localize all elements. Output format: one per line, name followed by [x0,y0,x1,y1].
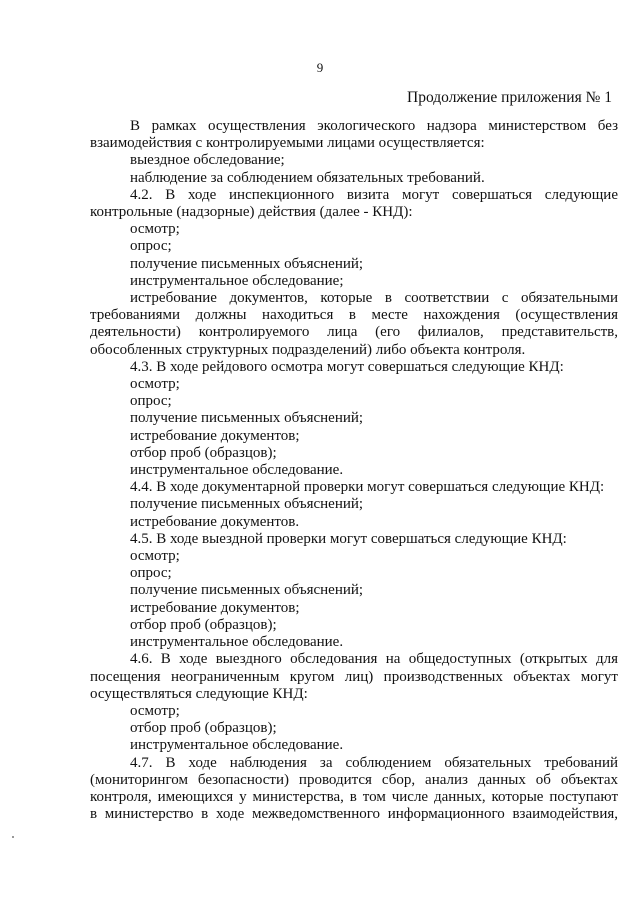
text-line: осмотр; [130,548,180,565]
text-line: 4.6. В ходе выездного обследования на общедоступных (открытых для [130,651,618,668]
text-line: получение письменных объяснений; [130,255,364,272]
text-line: получение письменных объяснений; [130,582,364,599]
text-line: истребование документов. [130,513,300,530]
text-line: наблюдение за соблюдением обязательных требований. [130,169,485,186]
text-line: контроля, имеющихся у министерства, в том числе данных, которые поступают [90,788,618,805]
text-line: В рамках осуществления экологического надзора министерством без [130,118,618,134]
text-line: получение письменных объяснений; [130,410,364,427]
text-line: 4.4. В ходе документарной проверки могут совершаться следующие КНД: [130,479,605,496]
text-line: осмотр; [130,376,180,393]
text-line: обособленных структурных подразделений) либо объекта контроля. [90,341,526,358]
text-line: инструментальное обследование. [130,737,344,754]
document-body [90,118,618,823]
text-line: осмотр; [130,221,180,238]
text-line: осмотр; [130,702,180,719]
text-line: отбор проб (образцов); [130,720,277,737]
text-line: истребование документов; [130,599,300,616]
page-number: 9 [316,60,324,75]
text-line: истребование документов; [130,427,300,444]
text-line: инструментальное обследование. [130,634,344,651]
text-line: инструментальное обследование. [130,462,344,479]
text-line: контрольные (надзорные) действия (далее - КНД): [90,204,413,221]
scan-speck [12,836,14,838]
text-line: 4.7. В ходе наблюдения за соблюдением обязательных требований [130,754,618,771]
text-line: деятельности) контролируемого лица (его филиалов, представительств, [90,324,618,341]
text-line: требованиями должны находиться в месте нахождения (осуществления [90,307,618,324]
text-line: (мониторингом безопасности) проводится сбор, анализ данных об объектах [90,771,618,788]
text-line: отбор проб (образцов); [130,616,277,633]
text-line: инструментальное обследование; [130,272,344,289]
text-line: опрос; [130,393,172,410]
text-line: выездное обследование; [130,152,285,169]
text-line: 4.5. В ходе выездной проверки могут совершаться следующие КНД: [130,530,567,547]
text-line: истребование документов, которые в соответствии с обязательными [130,290,618,307]
text-line: взаимодействия с контролируемыми лицами осуществляется: [90,135,485,152]
text-line: отбор проб (образцов); [130,444,277,461]
text-line: опрос; [130,565,172,582]
text-line: 4.3. В ходе рейдового осмотра могут совершаться следующие КНД: [130,358,564,375]
text-line: 4.2. В ходе инспекционного визита могут совершаться следующие [130,186,618,203]
text-line: осуществляться следующие КНД: [90,685,308,702]
text-line: получение письменных объяснений; [130,496,364,513]
text-line: посещения неограниченным кругом лиц) производственных объектах могут [90,668,618,685]
text-line: в министерство в ходе межведомственного информационного взаимодействия, [90,806,618,823]
appendix-continuation-note: Продолжение приложения № 1 [407,89,612,106]
text-line: опрос; [130,238,172,255]
